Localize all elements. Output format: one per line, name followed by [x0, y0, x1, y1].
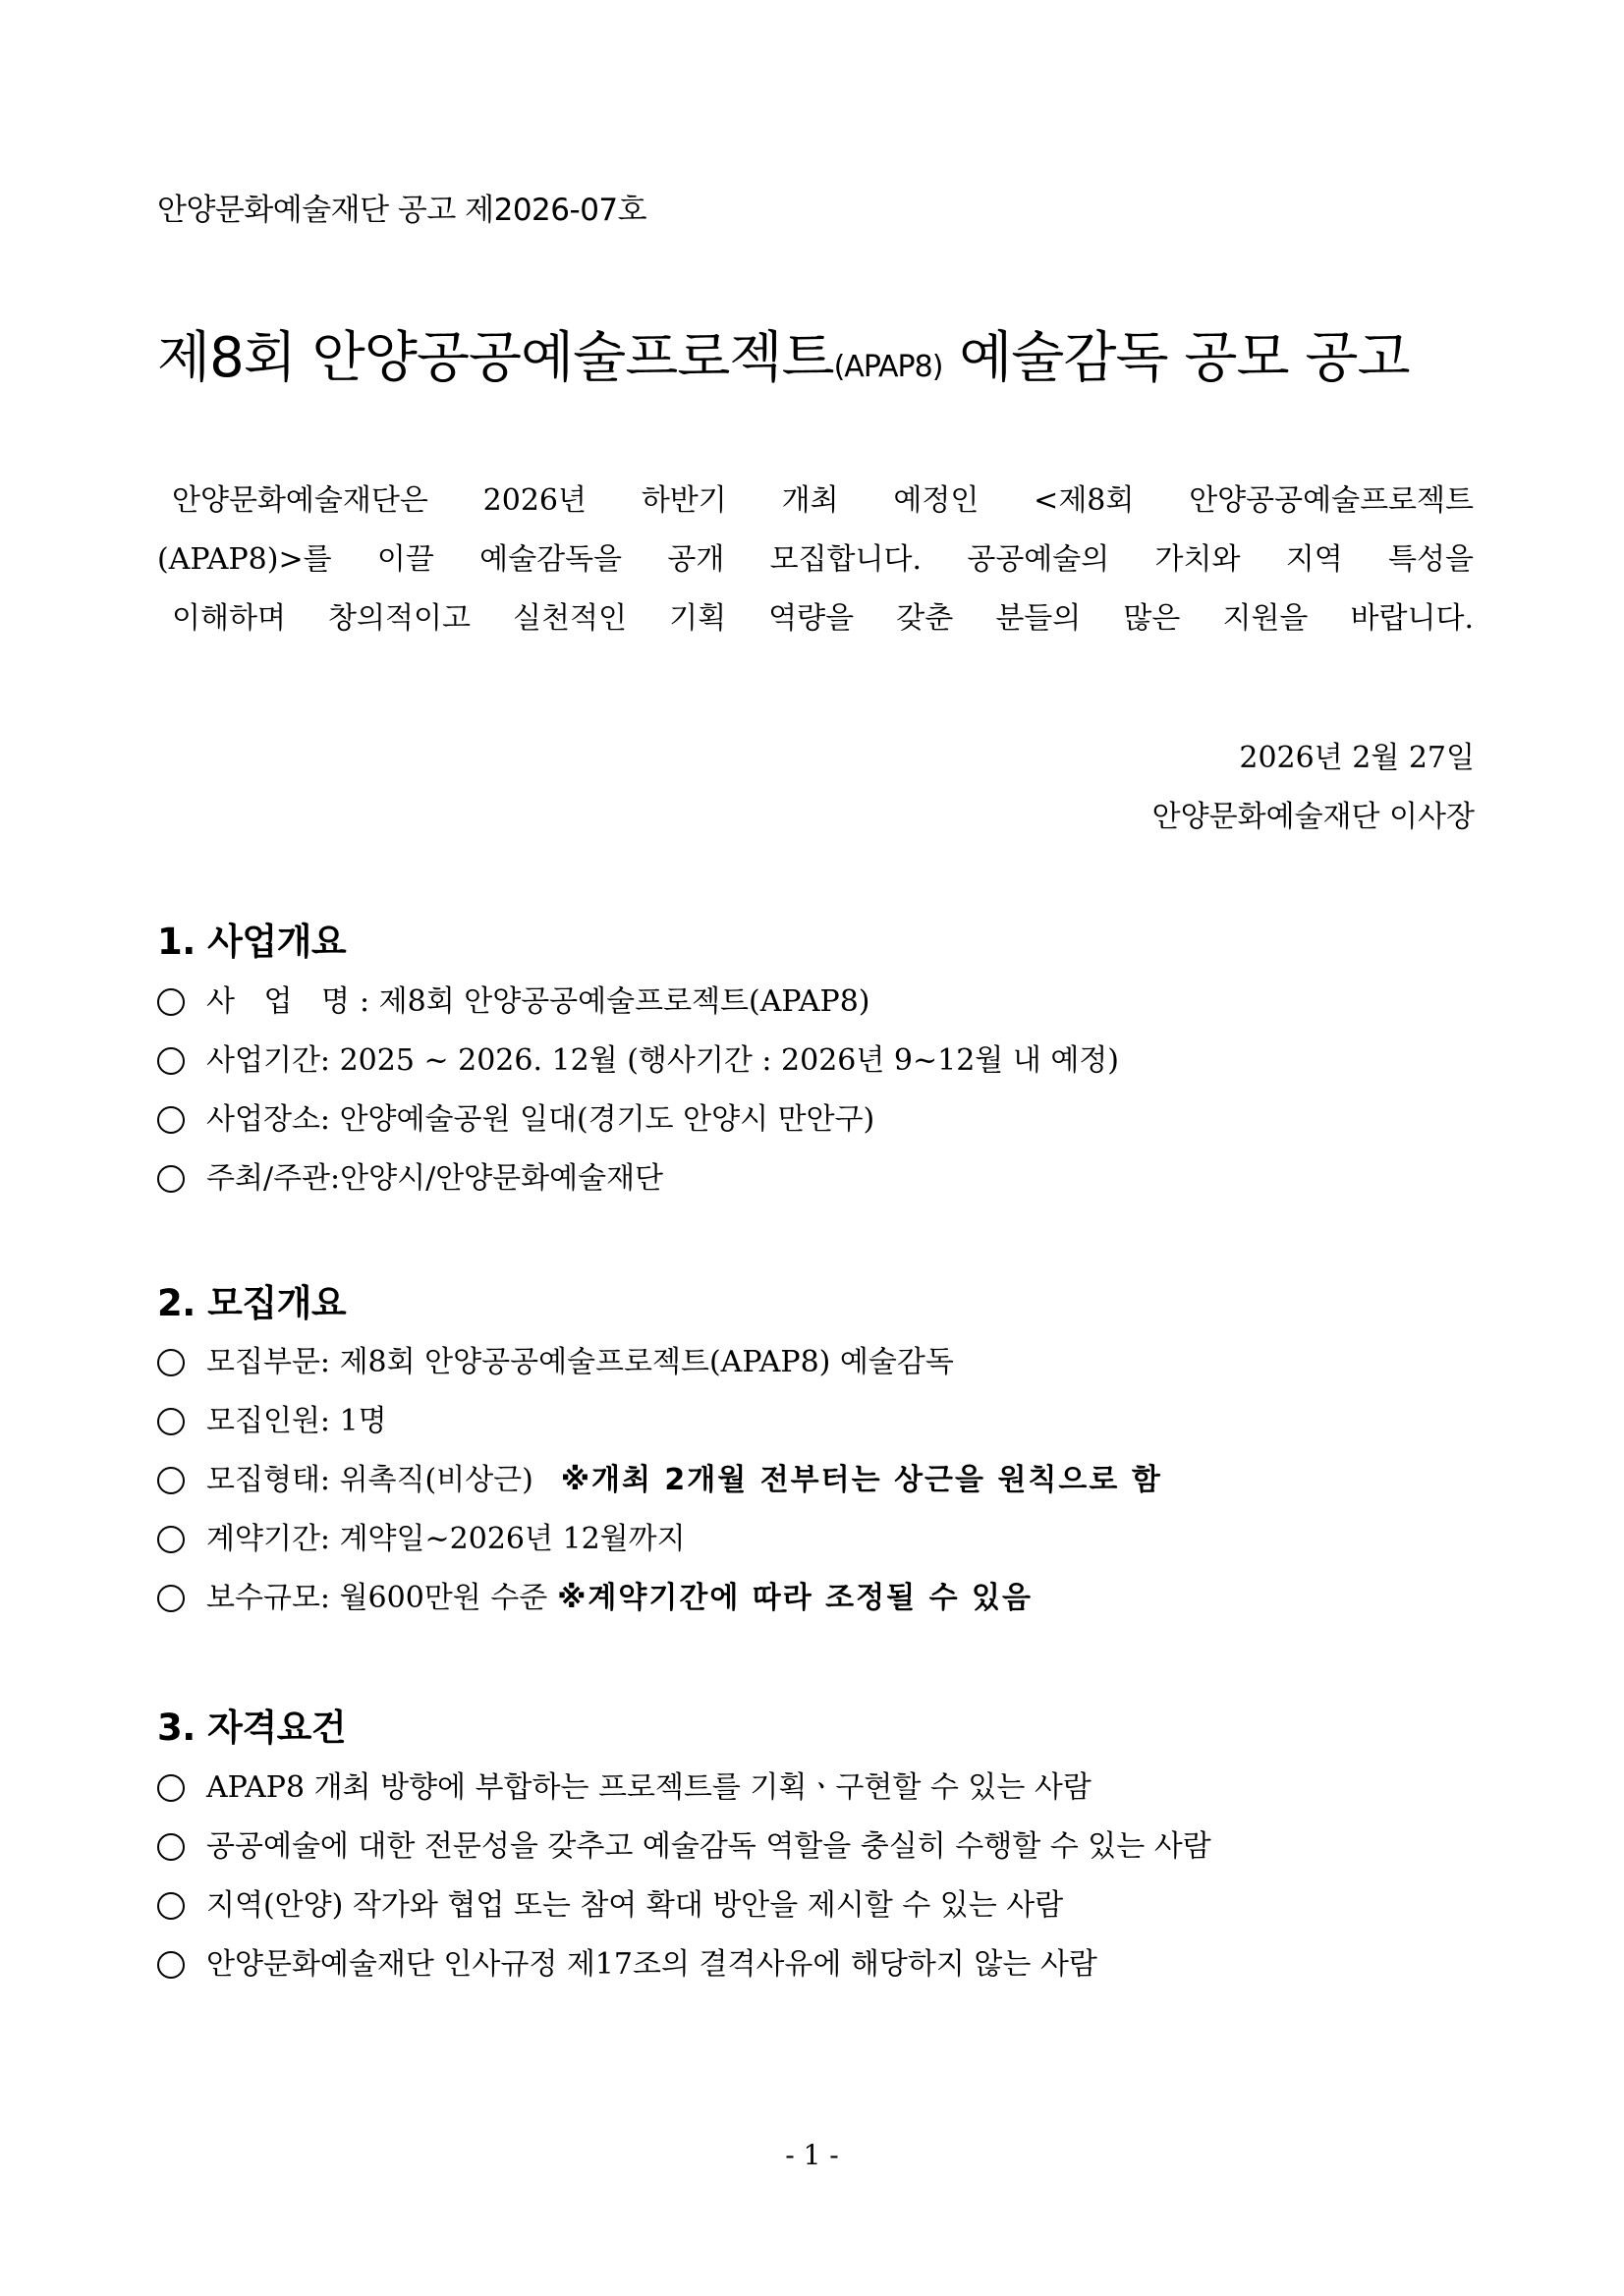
list-item [157, 1569, 1474, 1628]
circle-bullet-icon [157, 1349, 185, 1376]
item-label: 사업기간 [206, 1043, 320, 1078]
circle-bullet-icon [157, 1951, 185, 1979]
item-note: ※개최 2개월 전부터는 상근을 원칙으로 함 [560, 1463, 1162, 1497]
item-label: 주최/주관: [206, 1161, 341, 1196]
page-number: - 1 - [785, 2139, 839, 2171]
circle-bullet-icon [157, 1526, 185, 1553]
item-label: 사업장소 [206, 1102, 320, 1137]
list-item [157, 1876, 1474, 1935]
intro-paragraph [157, 472, 1474, 648]
intro-line-1: 안양문화예술재단은 2026년 하반기 개최 예정인 <제8회 안양공공예술프로젝트 [172, 483, 1474, 518]
circle-bullet-icon [157, 1165, 185, 1193]
title-main: 제8회 안양공공예술프로젝트 [157, 326, 834, 390]
item-value: 안양시/안양문화예술재단 [340, 1161, 664, 1196]
circle-bullet-icon [157, 1106, 185, 1134]
list-item [157, 1935, 1474, 1994]
title-paren: (APAP8) [833, 350, 943, 384]
page-title [157, 314, 1474, 393]
intro-line-3: 이해하며 창의적이고 실천적인 기획 역량을 갖춘 분들의 많은 지원을 바랍니다. [172, 601, 1474, 636]
title-suffix: 예술감독 공모 공고 [942, 326, 1410, 390]
circle-bullet-icon [157, 1047, 185, 1075]
section-2-title: 2. 모집개요 [157, 1282, 347, 1324]
list-item [157, 1392, 1474, 1451]
section-1-title: 1. 사업개요 [157, 921, 347, 963]
circle-bullet-icon [157, 1892, 185, 1920]
item-label: 보수규모 [206, 1581, 320, 1615]
list-item [157, 1333, 1474, 1392]
section-2-list [157, 1333, 1474, 1628]
signature-block [1152, 729, 1475, 847]
issuer: 안양문화예술재단 이사장 [1151, 800, 1475, 834]
item-value: : 안양예술공원 일대(경기도 안양시 만안구) [319, 1102, 875, 1137]
list-item [157, 1091, 1474, 1149]
item-value: : 월600만원 수준 [319, 1581, 548, 1615]
item-label: 모집형태 [206, 1463, 320, 1497]
item-value: : 제8회 안양공공예술프로젝트(APAP8) 예술감독 [319, 1345, 954, 1379]
list-item [157, 1149, 1474, 1208]
notice-number: 안양문화예술재단 공고 제2026-07호 [157, 193, 647, 228]
list-item [157, 1759, 1474, 1818]
item-text: 지역(안양) 작가와 협업 또는 참여 확대 방안을 제시할 수 있는 사람 [206, 1888, 1064, 1923]
item-value: : 위촉직(비상근) [319, 1463, 533, 1497]
list-item [157, 1032, 1474, 1091]
intro-line-2: (APAP8)>를 이끌 예술감독을 공개 모집합니다. 공공예술의 가치와 지역 특성을 [157, 542, 1474, 577]
item-text: 공공예술에 대한 전문성을 갖추고 예술감독 역할을 충실히 수행할 수 있는 사람 [206, 1829, 1211, 1864]
list-item [157, 973, 1474, 1032]
item-label: 모집인원 [206, 1404, 320, 1438]
item-text: APAP8 개최 방향에 부합하는 프로젝트를 기획ㆍ구현할 수 있는 사람 [206, 1770, 1092, 1805]
item-value: : 1명 [319, 1404, 387, 1438]
item-label: 계약기간 [206, 1522, 320, 1556]
circle-bullet-icon [157, 988, 185, 1016]
item-label: 모집부문 [206, 1345, 320, 1379]
circle-bullet-icon [157, 1833, 185, 1861]
item-label: 사 업 명 [206, 984, 361, 1019]
list-item [157, 1451, 1474, 1510]
item-value: : 2025 ~ 2026. 12월 (행사기간 : 2026년 9~12월 내 예정) [319, 1043, 1119, 1078]
section-1-list [157, 973, 1474, 1208]
section-3-list [157, 1759, 1474, 1994]
section-3-title: 3. 자격요건 [157, 1707, 347, 1749]
notice-date: 2026년 2월 27일 [1239, 741, 1475, 775]
list-item [157, 1510, 1474, 1569]
item-text: 안양문화예술재단 인사규정 제17조의 결격사유에 해당하지 않는 사람 [206, 1947, 1097, 1982]
circle-bullet-icon [157, 1585, 185, 1612]
circle-bullet-icon [157, 1467, 185, 1494]
item-value: : 계약일∼2026년 12월까지 [319, 1522, 686, 1556]
item-note: ※계약기간에 따라 조정될 수 있음 [557, 1581, 1033, 1615]
circle-bullet-icon [157, 1774, 185, 1802]
list-item [157, 1818, 1474, 1876]
item-value: : 제8회 안양공공예술프로젝트(APAP8) [360, 984, 870, 1019]
circle-bullet-icon [157, 1408, 185, 1435]
